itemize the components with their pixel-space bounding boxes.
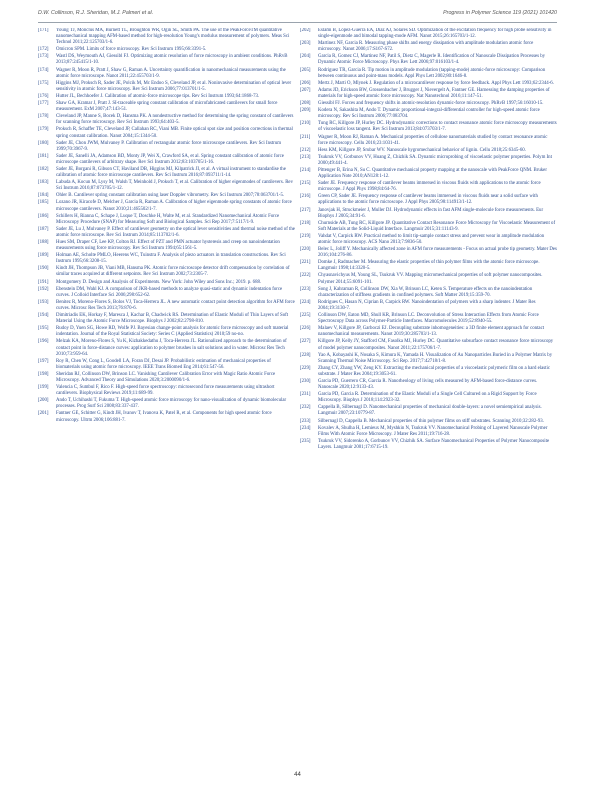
reference-entry <box>300 392 557 404</box>
reference-text[interactable]: Labuda A, Kocun M, Lysy M, Walsh T, Meinhold J, Proksch T, et al. Calibration of higher eigenmodes of cantilevers. Rev Sci Instrum 2016;87:073705/1-12. <box>56 180 294 192</box>
reference-entry <box>300 81 557 87</box>
reference-number: [190] <box>38 266 49 272</box>
reference-text[interactable]: Omicron SPM. Limits of force microscopy. Rev Sci Instrum 1995;66:3391-5. <box>56 47 207 53</box>
reference-text[interactable]: Mertz J, Marti O, Mlynek J. Regulation of a microcantilever response by force feedback. Appl Phys Lett 1993;62:2344-6. <box>318 80 554 86</box>
reference-text[interactable]: Malaev V, Killgore JP, Garboczi EJ. Decoupling substrate inhomogeneities: a 3D finite element approach for contact nanomechanical measurements. Nanot 2019;30:285703/1-13. <box>318 326 545 338</box>
reference-number: [206] <box>300 80 311 86</box>
reference-text[interactable]: Benitez R, Moreno-Flores S, Bolos VJ, Toca-Herrera JL. A new automatic contact point detection algorithm for AFM force curves. Microsc Res Tech 2013;76:870-6. <box>56 299 295 311</box>
reference-number: [200] <box>38 398 49 404</box>
reference-entry <box>38 287 295 299</box>
reference-text[interactable]: Silbernagl D, Cappella B. Mechanical properties of thin polymer films on stiff substrates. Scanning 2010;32:282-93. <box>318 418 544 424</box>
reference-number: [196] <box>38 339 49 345</box>
reference-text[interactable]: Cleveland JP, Manne S, Bocek D, Hansma PK. A nondestructive method for determining the spring constant of cantilevers for scanning force microscopy. Rev Sci Instrum 1993;64:403-5. <box>56 114 294 126</box>
reference-text[interactable]: Kodera N, Sakashita M, Ando T. Dynamic proportional-integral-differential controller for high-speed atomic force microscopy. Rev Sci Instrum 2006;77:083704. <box>318 108 540 120</box>
reference-text[interactable]: Adams JD, Erickson BW, Grossenbacher J, Brugger J, Nievergelt A, Fantner GE. Harnessing the damping properties of materials for high-speed atomic force microscopy. Nat Nanotechnol 2016;11:147-51. <box>318 87 550 99</box>
reference-entry <box>38 214 295 226</box>
reference-entry <box>38 180 295 192</box>
reference-entry <box>300 313 557 325</box>
reference-entry <box>38 101 295 113</box>
reference-text[interactable]: Sheridan RJ, Collinson DW, Brinson LC. Vanishing Cantilever Calibration Error with Magic Ratio Atomic Force Microscopy. Advanced Theory and Simulations 2020;3:2000090/1-6. <box>56 371 276 383</box>
reference-text[interactable]: Domke J, Radmacher M. Measuring the elastic properties of thin polymer films with the atomic force microscope. Langmuir 1998;14:3320-5. <box>318 260 540 272</box>
header-rule <box>38 22 557 23</box>
reference-entry <box>38 385 295 397</box>
reference-text[interactable]: Eslami B, Lopez-Guerra EA, Diaz AJ, Solares SD. Optimization of the excitation frequency for high probe sensitivity in single-eigenmode and bimodal tapping-mode AFM. Nanot 2015;26:165703/1-12. <box>318 28 552 40</box>
reference-text[interactable]: Ando T, Uchihashi T, Fukuma T. High-speed atomic force microscopy for nano-visualization of dynamic biomolecular processes. Prog Surf Sci 2008;83:337-437. <box>56 398 287 410</box>
reference-entry <box>38 359 295 371</box>
reference-number: [219] <box>300 233 311 239</box>
reference-entry <box>38 266 295 278</box>
reference-text[interactable]: Killgore JP, Kelly JY, Stafford CM, Fasolka MJ, Hurley DC. Quantitative subsurface contact resonance force microscopy of model polymer nanocomposites. Nanot 2011;22:175706/1-7. <box>318 339 554 351</box>
reference-entry <box>38 68 295 80</box>
reference-entry <box>300 28 557 40</box>
reference-text[interactable]: Hess KM, Killgore JP, Srubar WV. Nanoscale hygromechanical behavior of lignin. Cellu 2018;25:6345-60. <box>318 147 526 153</box>
reference-entry <box>38 398 295 410</box>
reference-text[interactable]: Roy R, Chen W, Cong L, Goodell LA, Foran DJ, Desai JP. Probabilistic estimation of mechanical properties of biomaterials using atomic force microscopy. IEEE Trans Biomed Eng 2014;61:547-56. <box>56 358 271 370</box>
reference-text[interactable]: Hutter JL, Bechhoefer J. Calibration of atomic-force microscope tips. Rev Sci Instrum 1993;64:1868-73. <box>56 93 260 99</box>
reference-entry <box>300 353 557 365</box>
reference-entry <box>38 313 295 325</box>
reference-text[interactable]: Garcia R, Gomez CJ, Martinez NF, Patil S, Dietz C, Magerle R. Identification of Nanoscale Dissipation Processes by Dynamic Atomic Force Microscopy. Phys Rev Lett 2006;97:016103/1-4. <box>318 54 546 66</box>
reference-text[interactable]: Pittenger B, Erina N, Su C. Quantitative mechanical property mapping at the nanoscale with PeakForce QNM. Bruker Application Note 2010;AN128:1-12. <box>318 167 547 180</box>
reference-text[interactable]: Montgomery D. Design and Analysis of Experiments. New York: John Wiley and Sons Inc.; 2019. p. 688. <box>56 279 262 285</box>
reference-number: [226] <box>300 326 311 332</box>
reference-entry <box>38 300 295 312</box>
reference-text[interactable]: Shaw GA, Kramar J, Pratt J. SI-traceable spring constant calibration of microfabricated cantilevers for small force measurement. ExM 2007;47:143-51. <box>56 101 278 113</box>
reference-text[interactable]: Sader JE. Frequency response of cantilever beams immersed in viscous fluids with applications to the atomic force microscope. J Appl Phys 1998;84:64-76. <box>318 181 541 193</box>
reference-text[interactable]: Valencia C, Sumbul F, Rico F. High-speed force spectroscopy: microsecond force measurements using ultrashort cantilevers. Biophysical Reviews 2019;11:689-99. <box>56 385 275 397</box>
reference-number: [209] <box>300 108 311 114</box>
reference-number: [218] <box>300 220 311 226</box>
reference-entry <box>300 121 557 133</box>
reference-entry <box>38 141 295 153</box>
reference-text[interactable]: Giessibl FJ. Forces and frequency shifts in atomic-resolution dynamic-force microscopy. PhRvB 1997;56:16010-15. <box>318 101 544 107</box>
reference-number: [214] <box>300 167 311 173</box>
reference-entry <box>38 193 295 199</box>
reference-number: [235] <box>300 438 311 444</box>
reference-number: [216] <box>300 194 311 200</box>
reference-entry <box>38 339 295 357</box>
reference-text[interactable]: Tung RC, Killgore JP, Hurley DC. Hydrodynamic corrections to contact resonance atomic force microscopy measurements of viscoelastic loss tangent. Rev Sci Instrum 2013;84:073703/1-7. <box>318 121 557 133</box>
reference-text[interactable]: Young TJ, Monclus MA, Burnett TL, Broughton WR, Ogin SL, Smith PA. The use of the PeakForceTM quantitative nanomechanical mapping AFM-based method for high-resolution Young's modulus measurement of polymers. Meas Sci Technol 2011;22:125703/1-6. <box>56 28 290 46</box>
reference-number: [217] <box>300 207 311 213</box>
reference-entry <box>300 108 557 120</box>
reference-number: [179] <box>38 127 49 133</box>
reference-number: [191] <box>38 279 49 285</box>
reference-number: [205] <box>300 67 311 73</box>
right-reference-column <box>300 28 557 758</box>
reference-number: [175] <box>38 80 49 86</box>
reference-entry <box>300 54 557 66</box>
reference-number: [203] <box>300 41 311 47</box>
reference-text[interactable]: Lozano JR, Kiracofe D, Melcher J, Garcia R, Raman A. Calibration of higher eigenmode spring constants of atomic force microscope cantilevers. Nanot 2010;21:465502/1-7. <box>56 200 292 212</box>
reference-entry <box>300 247 557 259</box>
reference-entry <box>300 419 557 425</box>
reference-entry <box>300 405 557 417</box>
reference-number: [198] <box>38 371 49 377</box>
reference-text[interactable]: Rudoy D, Yuen SG, Howe RD, Wolfe PJ. Bayesian change-point analysis for atomic force microscopy and soft material indentation. Journal of the Royal Statistical Society: Series C (Applied Statistics) 2010;59 no-no. <box>56 326 289 338</box>
reference-text[interactable]: Chyasnavichyus M, Young SL, Tsukruk VV. Mapping micromechanical properties of soft polymer nanocomposites. Polymer 2014;55:6091-101. <box>318 273 543 285</box>
header-authors: D.W. Collinson, R.J. Sheridan, M.J. Palmeri et al. <box>38 10 154 16</box>
reference-entry <box>300 194 557 206</box>
reference-text[interactable]: Ebenstein DM, Wahl KJ. A comparison of JKR-based methods to analyze quasi-static and dynamic indentation force curves. J Colloid Interface Sci 2006;298:652-62. <box>56 286 283 298</box>
reference-entry <box>300 101 557 107</box>
reference-entry <box>38 127 295 139</box>
reference-number: [189] <box>38 253 49 259</box>
reference-entry <box>300 148 557 154</box>
reference-text[interactable]: Rodriguez TR, Garcia R. Tip motion in amplitude modulation (tapping-mode) atomic-force microscopy: Comparison between continuous and point-mass models. Appl Phys Lett 2002;80:1646-8. <box>318 67 546 79</box>
reference-number: [184] <box>38 193 49 199</box>
reference-number: [173] <box>38 54 49 60</box>
header-journal: Progress in Polymer Science 119 (2021) 101420 <box>443 10 557 16</box>
reference-entry <box>38 253 295 265</box>
reference-number: [178] <box>38 114 49 120</box>
reference-entry <box>38 411 295 423</box>
reference-text[interactable]: Zhang CY, Zhang YW, Zeng KY. Extracting the mechanical properties of a viscoelastic polymeric film on a hard elastic substrate. J Mater Res 2004;19:3053-61. <box>318 365 551 377</box>
reference-entry <box>38 167 295 179</box>
reference-number: [174] <box>38 67 49 73</box>
reference-text[interactable]: Sader JE, Chon JWM, Mulvaney P. Calibration of rectangular atomic force microscope cantilevers. Rev Sci Instrum 1999;70:3967-9. <box>56 140 282 152</box>
reference-number: [194] <box>38 313 49 319</box>
reference-entry <box>38 114 295 126</box>
reference-text[interactable]: Wastl DS, Weymouth AJ, Giessibl FJ. Optimizing atomic resolution of force microscopy in ambient conditions. PhRvB 2013;87:245415/1-10. <box>56 54 288 66</box>
reference-number: [224] <box>300 299 311 305</box>
reference-number: [185] <box>38 200 49 206</box>
reference-number: [220] <box>300 247 311 253</box>
reference-entry <box>300 221 557 233</box>
reference-entry <box>38 240 295 252</box>
reference-text[interactable]: Higgins MJ, Proksch R, Sader JE, Polcik M, Mc Endoo S, Cleveland JP, et al. Noninvasive determination of optical lever sensitivity in atomic force microscopy. Rev Sci Instrum 2006;77:013701/1-5. <box>56 80 292 92</box>
reference-number: [223] <box>300 286 311 292</box>
page-number: 44 <box>294 772 301 778</box>
reference-number: [176] <box>38 93 49 99</box>
reference-entry <box>300 41 557 53</box>
reference-entry <box>300 68 557 80</box>
reference-text[interactable]: Proksch R, Schaffer TE, Cleveland JP, Callahan RC, Viani MB. Finite optical spot size and position corrections in thermal spring constant calibration. Nanot 2004;15:1344-50. <box>56 127 293 139</box>
reference-number: [197] <box>38 358 49 364</box>
reference-entry <box>300 326 557 338</box>
reference-entry <box>300 155 557 167</box>
reference-text[interactable]: Vahdat V, Carpick RW. Practical method to limit tip-sample contact stress and prevent wear in amplitude modulation atomic force microscopy. ACS Nano 2013;7:9836-50. <box>318 233 545 245</box>
reference-number: [201] <box>38 411 49 417</box>
reference-entry <box>300 181 557 193</box>
reference-number: [213] <box>300 154 311 160</box>
reference-entry <box>300 168 557 180</box>
reference-text[interactable]: Tsukruk VV, Gorbunov VV, Huang Z, Chizhik SA. Dynamic microprobing of viscoelastic polymer properties. Polym Int 2000;49:441-4. <box>318 154 552 166</box>
reference-text[interactable]: Kovalev A, Shulha H, Lemieux M, Myshkin N, Tsukruk VV. Nanomechanical Probing of Layered Nanoscale Polymer Films With Atomic Force Microscopy. J Mater Res 2011;19:716-28. <box>318 425 548 437</box>
reference-text[interactable]: Sader JE, Sanelli JA, Adamson BD, Monty JP, Wei X, Crawford SA, et al. Spring constant calibration of atomic force microscope cantilevers of arbitrary shape. Rev Sci Instrum 2012;83:103705/1-16. <box>56 153 284 165</box>
reference-text[interactable]: Tsukruk VV, Sidorenko A, Gorbunov VV, Chizhik SA. Surface Nanomechanical Properties of Polymer Nanocomposite Layers. Langmuir 2001;17:6715-19. <box>318 438 550 450</box>
reference-text[interactable]: Ohler B. Cantilever spring constant calibration using laser Doppler vibrometry. Rev Sci Instrum 2007;78:063701/1-5. <box>56 193 285 199</box>
reference-entry <box>300 135 557 147</box>
reference-number: [180] <box>38 140 49 146</box>
reference-number: [221] <box>300 260 311 266</box>
reference-number: [202] <box>300 28 311 33</box>
reference-number: [183] <box>38 180 49 186</box>
reference-entry <box>300 208 557 220</box>
reference-entry <box>38 94 295 100</box>
reference-number: [232] <box>300 405 311 411</box>
reference-entry <box>38 54 295 66</box>
reference-text[interactable]: Holman AE, Scholte PMLO, Heerens WC, Tuinstra F. Analysis of piezo actuators in translation constructions. Rev Sci Instrum 1995;66:3208-15. <box>56 253 286 265</box>
reference-number: [233] <box>300 418 311 424</box>
reference-entry <box>300 234 557 246</box>
reference-entry <box>300 379 557 391</box>
reference-text[interactable]: Hues SM, Draper CF, Lee KP, Colton RJ. Effect of PZT and PMN actuator hysteresis and creep on nanoindentation measurements using force microscopy. Rev Sci Instrum 1994;65:1561-5. <box>56 240 280 252</box>
reference-entry <box>300 300 557 312</box>
reference-text[interactable]: Schillers H, Rianna C, Schape J, Luque T, Doschke H, Walte M, et al. Standardized Nanomechanical Atomic Force Microscopy Procedure (SNAP) for Measuring Soft and Biological Samples. Sci Rep 2017;7:5117/1-9. <box>56 213 280 225</box>
reference-number: [192] <box>38 286 49 292</box>
reference-text[interactable]: Melzak KA, Moreno-Flores S, Yu K, Kizhakkedathu J, Toca-Herrera JL. Rationalized approach to the determination of contact point in force-distance curves: application to polymer brushes in salt solutions and in water. Microsc Res Tech 2010;73:959-64. <box>56 339 287 357</box>
reference-number: [172] <box>38 47 49 53</box>
reference-text[interactable]: Fantner GE, Schitter G, Kindt JH, Ivanov T, Ivanova K, Patel R, et al. Components for high speed atomic force microscopy. Ultrm 2006;106:881-7. <box>56 411 272 423</box>
reference-number: [182] <box>38 166 49 172</box>
reference-entry <box>300 260 557 272</box>
reference-number: [207] <box>300 87 311 93</box>
reference-number: [234] <box>300 425 311 431</box>
reference-number: [215] <box>300 181 311 187</box>
reference-number: [181] <box>38 153 49 159</box>
reference-number: [228] <box>300 352 311 358</box>
reference-number: [208] <box>300 101 311 107</box>
reference-entry <box>300 287 557 299</box>
reference-text[interactable]: Wagner R, Moon R, Pratt J, Shaw G, Raman A. Uncertainty quantification in nanomechanical measurements using the atomic force microscope. Nanot 2011;22:455703/1-9. <box>56 67 286 79</box>
reference-number: [229] <box>300 365 311 371</box>
reference-text[interactable]: Janovjak H, Struckmeier J, Muller DJ. Hydrodynamic effects in fast AFM single-molecule force measurements. Eur Biophys J 2005;34:91-6. <box>318 207 544 219</box>
reference-text[interactable]: Cappella B, Silbernagl D. Nanomechanical properties of mechanical double-layers: a novel semiempirical analysis. Langmuir 2007;23:10779-87. <box>318 405 542 417</box>
reference-text[interactable]: Dimitriadis EK, Horkay F, Maresca J, Kachar B, Chadwick RS. Determination of Elastic Moduli of Thin Layers of Soft Material Using the Atomic Force Microscope. Biophys J 2002;82:2798-810. <box>56 313 289 325</box>
reference-entry <box>38 200 295 212</box>
reference-entry <box>300 339 557 351</box>
reference-text[interactable]: Belec L, Joliff Y. Mechanically affected zone in AFM force measurements - Focus on actual probe tip geometry. Mater Des 2016;104:276-86. <box>318 247 557 259</box>
reference-text[interactable]: Song J, Kahraman R, Collinson DW, Xia W, Brinson LC, Keten S. Temperature effects on the nanoindentation characterization of stiffness gradients in confined polymers. Soft Matter 2019;15:359-70. <box>318 286 533 298</box>
reference-entry <box>38 28 295 46</box>
running-header <box>38 10 557 22</box>
reference-text[interactable]: Churnside AB, Tung RC, Killgore JP. Quantitative Contact Resonance Force Microscopy for Viscoelastic Measurement of Soft Materials at the Solid-Liquid Interface. Langmuir 2015;31:11143-9. <box>318 220 556 232</box>
reference-entry <box>38 47 295 53</box>
reference-number: [195] <box>38 326 49 332</box>
reference-entry <box>300 366 557 378</box>
reference-entry <box>38 227 295 239</box>
reference-number: [199] <box>38 385 49 391</box>
reference-number: [227] <box>300 339 311 345</box>
reference-entry <box>38 280 295 286</box>
reference-entry <box>38 326 295 338</box>
reference-number: [210] <box>300 121 311 127</box>
reference-number: [230] <box>300 378 311 384</box>
reference-text[interactable]: Martinez NF, Garcia R. Measuring phase shifts and energy dissipation with amplitude modulation atomic force microscopy. Nanot 2006;17:S167-S72. <box>318 41 534 53</box>
reference-number: [211] <box>300 134 311 140</box>
reference-text[interactable]: Yao A, Kobayashi K, Nosaka S, Kimura K, Yamada H. Visualization of Au Nanoparticles Buried in a Polymer Matrix by Scanning Thermal Noise Microscopy. Sci Rep. 2017;7:42718/1-8. <box>318 352 553 364</box>
reference-number: [186] <box>38 213 49 219</box>
reference-number: [231] <box>300 392 311 398</box>
reference-text[interactable]: Garcia PD, Guerrero CR, Garcia R. Nanorheology of living cells measured by AFM-based force-distance curves. Nanoscale 2020;12:9133-43. <box>318 378 538 391</box>
reference-number: [187] <box>38 226 49 232</box>
reference-entry <box>38 81 295 93</box>
left-reference-column <box>38 28 295 758</box>
reference-text[interactable]: Sader JE, Lu J, Mulvaney P. Effect of cantilever geometry on the optical lever sensitivities and thermal noise method of the atomic force microscope. Rev Sci Instrum 2014;85:113702/1-6. <box>56 226 295 238</box>
reference-number: [171] <box>38 28 49 33</box>
reference-entry <box>38 372 295 384</box>
reference-entry <box>300 426 557 438</box>
reference-number: [177] <box>38 101 49 107</box>
reference-text[interactable]: Wagner R, Moon RJ, Raman A. Mechanical properties of cellulose nanomaterials studied by contact resonance atomic force microscopy. Cellu 2016;23:1031-41. <box>318 134 548 146</box>
reference-entry <box>38 154 295 166</box>
reference-entry <box>300 439 557 451</box>
reference-number: [188] <box>38 240 49 245</box>
reference-text[interactable]: Rodrigues C, Hasan N, Ciprian B, Carpick RW. Nanoindentation of polymers with a sharp indenter. J Mater Res 2004;19:3130-7. <box>318 299 536 311</box>
reference-number: [204] <box>300 54 311 60</box>
reference-text[interactable]: Garcia PD, Garcia R. Determination of the Elastic Moduli of a Single Cell Cultured on a Rigid Support by Force Microscopy. Biophys J 2018;114:2923-32. <box>318 392 537 404</box>
reference-entry <box>300 273 557 285</box>
reference-number: [212] <box>300 147 311 153</box>
reference-text[interactable]: Kindt JH, Thompson JB, Viani MB, Hansma PK. Atomic force microscope detector drift compensation by correlation of similar traces acquired at different setpoints. Rev Sci Instrum 2002;73:2305-7. <box>56 266 290 278</box>
reference-number: [193] <box>38 299 49 305</box>
reference-text[interactable]: Green CP, Sader JE. Frequency response of cantilever beams immersed in viscous fluids near a solid surface with applications to the atomic force microscope. J Appl Phys 2005;98:114913/1-12. <box>318 194 538 206</box>
reference-number: [222] <box>300 273 311 279</box>
reference-number: [225] <box>300 313 311 319</box>
reference-entry <box>300 88 557 100</box>
reference-text[interactable]: Sader JE, Borgani R, Gibson CT, Haviland DB, Higgins MJ, Kilpatrick JI, et al. A virtual instrument to standardise the calibration of atomic force microscope cantilevers. Rev Sci Instrum 2016;87:093711/1-14. <box>56 166 286 179</box>
reference-text[interactable]: Collinson DW, Eaton MD, Shull KR, Brinson LC. Deconvolution of Stress Interaction Effects from Atomic Force Spectroscopy Data across Polymer-Particle Interfaces. Macromolecules 2019;52:8940-55. <box>318 313 539 325</box>
